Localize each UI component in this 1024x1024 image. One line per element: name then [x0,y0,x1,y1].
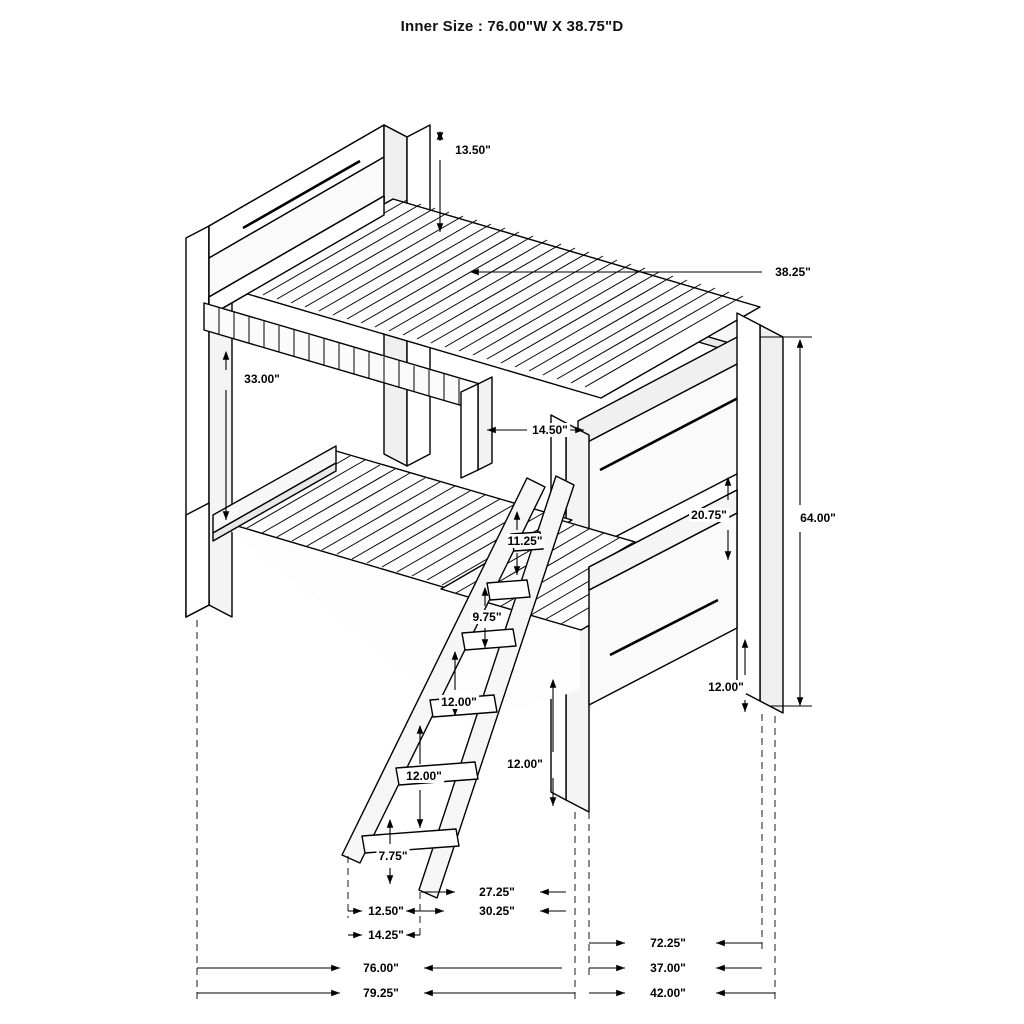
page-title: Inner Size : 76.00"W X 38.75"D [400,18,624,35]
dimension-label-ladder-rung-spacing-2: 9.75" [472,610,502,624]
dimension-label-upper-bunk-depth: 38.25" [775,265,811,279]
dimension-label-ladder-projection-total: 30.25" [479,904,515,918]
dimension-label-ladder-rung-spacing-4: 12.00" [406,769,442,783]
dimension-label-lower-bed-floor-height: 12.00" [507,757,543,771]
dimension-label-ladder-projection: 27.25" [479,885,515,899]
dimension-label-overall-height: 64.00" [800,511,836,525]
dimension-label-bottom-rung-height: 7.75" [378,849,408,863]
dimension-label-ladder-foot-offset: 12.50" [368,904,404,918]
dimension-label-lower-bunk-clearance: 20.75" [691,508,727,522]
dimension-label-lower-deck-height: 12.00" [708,680,744,694]
dimension-label-overall-length: 79.25" [363,986,399,1000]
dimension-label-overall-depth: 42.00" [650,986,686,1000]
dimension-label-guard-rail-gap: 14.50" [532,423,568,437]
dimension-label-ladder-rung-spacing-1: 11.25" [507,534,543,548]
dimension-label-ladder-base-depth: 14.25" [368,928,404,942]
dimension-label-top-rail-height: 13.50" [455,143,491,157]
dimension-label-end-depth: 37.00" [650,961,686,975]
dimension-label-lower-clearance-left: 33.00" [244,372,280,386]
dimension-label-overall-width: 76.00" [363,961,399,975]
dimension-label-side-depth: 72.25" [650,936,686,950]
dimension-label-ladder-rung-spacing-3: 12.00" [441,695,477,709]
